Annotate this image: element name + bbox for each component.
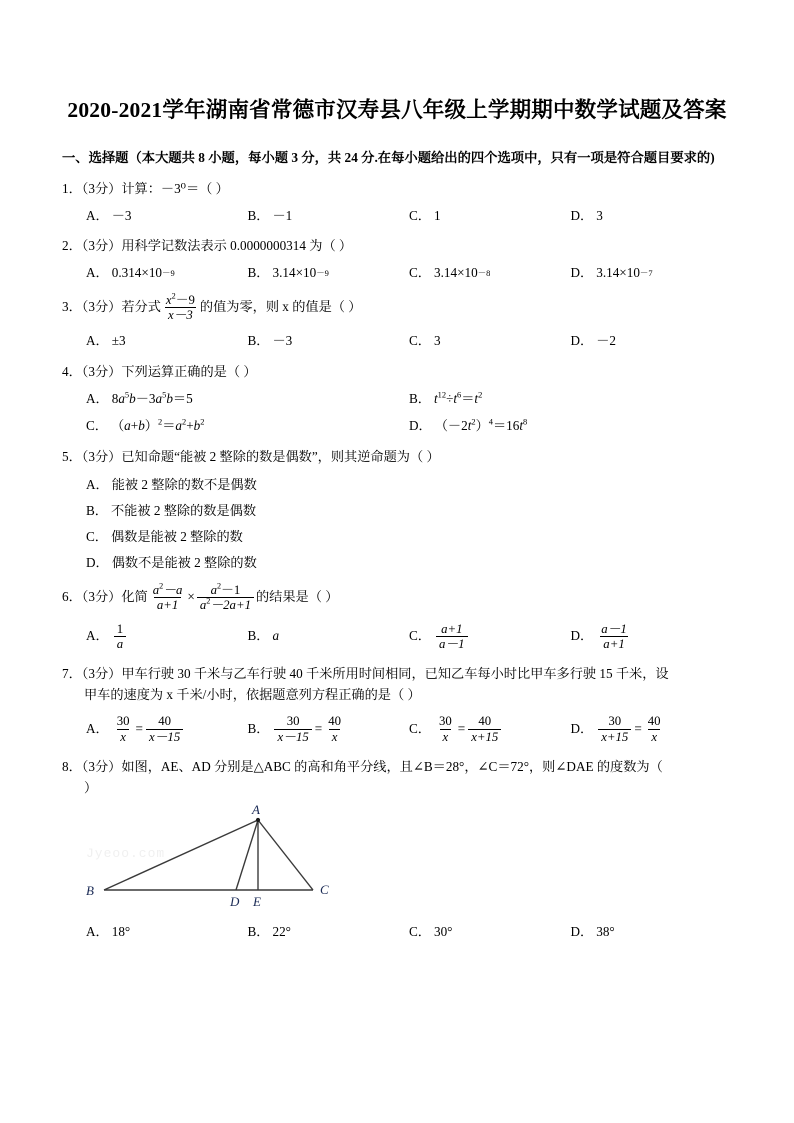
question-3 <box>62 293 732 323</box>
option-d-expression: $(-2t^2)^4=16t^8$ <box>434 416 528 434</box>
option-b[interactable]: B． 3.14×10 －9 <box>247 265 329 281</box>
option-a[interactable]: A． $\frac{30}{x}$ = $\frac{40}{x-15}$ <box>86 714 248 744</box>
option-b[interactable]: B． a <box>247 628 280 644</box>
option-d[interactable]: D． $\frac{a-1}{a+1}$ <box>570 621 627 651</box>
option-c[interactable]: C． 3.14×10 －8 <box>409 265 491 281</box>
question-4-text: 下列运算正确的是（ ） <box>121 363 257 379</box>
option-b[interactable]: B． $t^{12}\div t^6=t^2$ <box>409 389 732 409</box>
label-e: E <box>253 894 261 910</box>
question-1-options <box>62 206 732 226</box>
question-1-points: （3分） <box>81 180 122 196</box>
multiply-sign: × <box>187 588 195 604</box>
question-1-expr: －3⁰＝（ ） <box>160 180 229 196</box>
option-c[interactable]: C． 3 <box>409 333 441 349</box>
question-8-figure <box>62 802 732 912</box>
question-5-options <box>62 474 732 571</box>
question-7-options <box>62 714 732 744</box>
question-8-options <box>62 922 732 942</box>
label-c: C <box>320 882 329 898</box>
option-b[interactable]: B． －1 <box>247 207 293 223</box>
segment-ad <box>236 820 258 890</box>
option-a[interactable]: A． 能被 2 整除的数不是偶数 <box>86 476 257 492</box>
option-d[interactable]: D． $\frac{30}{x+15}$ = $\frac{40}{x}$ <box>570 714 661 744</box>
option-b[interactable]: B． －3 <box>247 333 293 349</box>
question-3-options <box>62 331 732 351</box>
option-d[interactable]: D． 3.14×10 －7 <box>570 265 653 281</box>
question-2 <box>62 235 732 256</box>
question-5 <box>62 446 732 467</box>
option-c[interactable]: C． $\frac{30}{x}$ = $\frac{40}{x+15}$ <box>409 714 571 744</box>
option-c[interactable]: C． 1 <box>409 207 441 223</box>
option-a[interactable]: A． $8a^5b-3a^5b=5$ <box>86 389 409 409</box>
question-1 <box>62 178 732 199</box>
question-2-points: （3分） <box>81 238 122 254</box>
question-8 <box>62 756 732 798</box>
option-c-expression: $(a+b)^2=a^2+b^2$ <box>110 416 205 434</box>
option-a[interactable]: A． 18° <box>86 924 131 940</box>
question-8-points: （3分） <box>81 759 122 775</box>
question-7 <box>62 663 732 705</box>
option-c[interactable]: C． 30° <box>409 924 453 940</box>
option-d[interactable]: D． $(-2t^2)^4=16t^8$ <box>409 416 732 436</box>
option-d[interactable]: D． 3 <box>570 207 603 223</box>
question-5-stem <box>62 446 732 467</box>
question-1-number: 1． <box>62 180 82 196</box>
option-c[interactable]: C． $(a+b)^2=a^2+b^2$ <box>86 416 409 436</box>
question-3-stem: 3．（3分）若分式 $\frac{x^2-9}{x-3}$ 的值为零，则 x 的值是（ ） <box>62 291 362 322</box>
option-b[interactable]: B． 不能被 2 整除的数是偶数 <box>86 502 257 518</box>
question-5-text: 已知命题“能被 2 整除的数是偶数”，则其逆命题为（ ） <box>121 448 440 464</box>
option-c[interactable]: C． 偶数是能被 2 整除的数 <box>86 528 243 544</box>
question-4-options-row1 <box>62 389 732 409</box>
question-7-points: （3分） <box>81 666 122 682</box>
question-2-text: 用科学记数法表示 0.0000000314 为（ ） <box>121 238 353 254</box>
question-2-options <box>62 263 732 283</box>
segment-ac <box>258 820 313 890</box>
question-1-text: 计算： <box>121 180 161 196</box>
question-4-stem <box>62 361 732 382</box>
label-a: A <box>252 802 260 818</box>
option-b[interactable]: B． 22° <box>247 924 291 940</box>
question-3-number: 3． <box>62 298 82 314</box>
option-b-expression: $t^{12}\div t^6=t^2$ <box>433 389 483 406</box>
question-7-stem: 7．（3分）甲车行驶 30 千米与乙车行驶 40 千米所用时间相同，已知乙车每小时比甲车多行驶 15 千米，设 甲车的速度为 x 千米/小时，依据题意列方程正确的是（ ） <box>62 666 669 703</box>
question-6-number: 6． <box>62 588 82 604</box>
vertex-dot-a <box>256 818 260 822</box>
option-d[interactable]: D． －2 <box>570 333 616 349</box>
question-5-points: （3分） <box>81 448 122 464</box>
question-4 <box>62 361 732 382</box>
question-1-stem <box>62 178 732 199</box>
question-6 <box>62 583 732 613</box>
option-b[interactable]: B． $\frac{30}{x-15}$ = $\frac{40}{x}$ <box>247 714 341 744</box>
option-a[interactable]: A． －3 <box>86 207 132 223</box>
label-d: D <box>230 894 240 910</box>
option-a-expression: $8a^5b-3a^5b=5$ <box>111 389 193 406</box>
question-6-fraction-1: $\frac{a^2-a}{a+1}$ <box>152 581 183 613</box>
question-4-options-row2 <box>62 416 732 436</box>
option-a[interactable]: A． 0.314×10 －9 <box>86 265 175 281</box>
option-a[interactable]: A． $\frac{1}{a}$ <box>86 622 248 652</box>
page-title: 2020-2021学年湖南省常德市汉寿县八年级上学期期中数学试题及答案 <box>67 98 727 122</box>
option-d[interactable]: D． 38° <box>570 924 615 940</box>
question-4-points: （3分） <box>81 363 122 379</box>
question-6-fraction-2: $\frac{a^2-1}{a^2-2a+1}$ <box>197 583 254 613</box>
question-2-number: 2． <box>62 238 82 254</box>
question-5-number: 5． <box>62 448 82 464</box>
question-7-number: 7． <box>62 666 82 682</box>
question-8-number: 8． <box>62 759 82 775</box>
option-d[interactable]: D． 偶数不是能被 2 整除的数 <box>86 554 257 570</box>
question-6-options <box>62 622 732 652</box>
question-4-number: 4． <box>62 363 82 379</box>
question-6-points: （3分） <box>81 588 122 604</box>
option-c[interactable]: C． $\frac{a+1}{a-1}$ <box>409 622 571 652</box>
question-2-stem <box>62 235 732 256</box>
watermark: Jyeoo.com <box>86 846 166 862</box>
question-3-points: （3分） <box>81 298 122 314</box>
question-6-stem: 6．（3分）化简 $\frac{a^2-a}{a+1}$ × $\frac{a^2-1}{a^2-2a+1}$ 的结果是（ ） <box>62 581 339 613</box>
label-b: B <box>86 883 94 899</box>
question-3-fraction: $\frac{x^2-9}{x-3}$ <box>165 291 195 322</box>
option-a[interactable]: A． ±3 <box>86 333 126 349</box>
question-8-stem: 8．（3分）如图，AE、AD 分别是△ABC 的高和角平分线，且∠B＝28°，∠C＝72°，则∠DAE 的度数为（ ） <box>62 759 663 796</box>
section-heading: 一、选择题（本大题共 8 小题，每小题 3 分，共 24 分.在每小题给出的四个选项中，只有一项是符合题目要求的) <box>62 149 715 165</box>
